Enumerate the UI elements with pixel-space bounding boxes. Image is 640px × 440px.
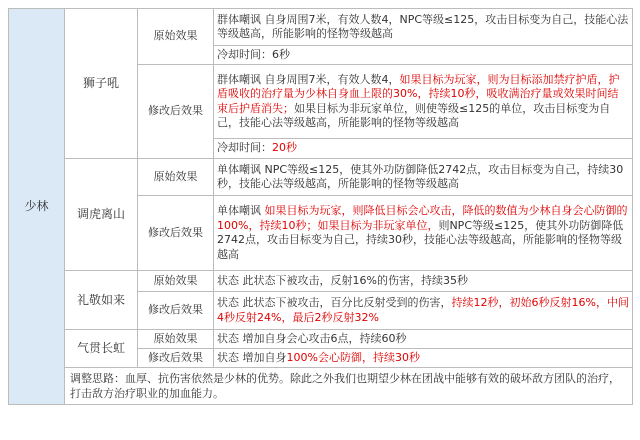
effect-text: 状态 此状态下被攻击，反射16%的伤害，持续35秒 bbox=[217, 273, 468, 287]
modified-label-cell: 修改后效果 bbox=[138, 292, 214, 330]
class-cell: 少林 bbox=[9, 9, 65, 405]
effect-text: 状态 增加自身会心攻击6点，持续60秒 bbox=[217, 331, 407, 345]
effect-text: 冷却时间：6秒 bbox=[217, 47, 290, 61]
cooldown-text-cell bbox=[214, 139, 633, 159]
effect-text: 状态 增加自身 bbox=[217, 350, 287, 364]
original-label-cell: 原始效果 bbox=[138, 159, 214, 196]
effect-text: 单体嘲讽 NPC等级≤125，使其外功防御降低2742点，攻击目标变为自己，持续30秒，技能心法等级越高，所能影响的怪物等级越高 bbox=[217, 162, 624, 190]
effect-text-cell bbox=[214, 292, 633, 330]
effect-text: 冷却时间： bbox=[217, 141, 272, 155]
effect-text-cell bbox=[214, 349, 633, 368]
effect-text: 群体嘲讽 自身周围7米，有效人数4， bbox=[217, 72, 400, 86]
effect-text-cell bbox=[214, 65, 633, 139]
effect-text-cell bbox=[214, 159, 633, 196]
skill-name-cell: 礼敬如来 bbox=[65, 271, 138, 330]
highlighted-change-text: 如果目标为玩家，则为目标添加禁疗护盾，护盾吸收的治疗量为少林自身血上限的30%，持续10秒，吸收满治疗量或效果时间结束后护盾消失； bbox=[217, 72, 620, 115]
cooldown-text-cell bbox=[214, 46, 633, 65]
skill-name-cell: 气贯长虹 bbox=[65, 330, 138, 368]
effect-text-cell bbox=[214, 330, 633, 349]
original-label-cell: 原始效果 bbox=[138, 330, 214, 349]
effect-text-cell bbox=[214, 196, 633, 271]
effect-text-cell bbox=[214, 9, 633, 46]
highlighted-change-text: 100%会心防御，持续30秒 bbox=[286, 350, 420, 364]
adjustment-note: 调整思路：血厚、抗伤害依然是少林的优势。除此之外我们也期望少林在团战中能够有效的破坏敌方团队的治疗，打击敌方治疗职业的加血能力。 bbox=[65, 368, 633, 405]
original-label-cell: 原始效果 bbox=[138, 9, 214, 65]
skill-change-table bbox=[8, 8, 633, 405]
skill-name-cell: 调虎离山 bbox=[65, 159, 138, 271]
effect-text: 单体嘲讽 bbox=[217, 204, 265, 217]
effect-text: 如果目标为非玩家单位，则使等级≤125的单位，攻击目标变为自己，技能心法等级越高，所能影响的怪物等级越高 bbox=[217, 101, 611, 129]
skill-change-table-container bbox=[8, 8, 632, 405]
modified-label-cell: 修改后效果 bbox=[138, 196, 214, 271]
original-label-cell: 原始效果 bbox=[138, 271, 214, 292]
modified-label-cell: 修改后效果 bbox=[138, 65, 214, 159]
effect-text: 则NPC等级≤125，使其外功防御降低2742点，攻击目标变为自己，持续30秒，技能心法等级越高，所能影响的怪物等级越高 bbox=[217, 218, 624, 261]
effect-text: 状态 此状态下被攻击，百分比反射受到的伤害， bbox=[217, 296, 452, 309]
highlighted-change-text: 如果目标为玩家，则降低目标会心攻击，降低的数值为少林自身会心防御的100%，持续10秒；如果目标为非玩家单位， bbox=[217, 204, 628, 232]
effect-text: 群体嘲讽 自身周围7米，有效人数4，NPC等级≤125，攻击目标变为自己，技能心法等级越高，所能影响的怪物等级越高 bbox=[217, 12, 629, 40]
highlighted-change-text: 持续12秒，初始6秒反射16%，中间4秒反射24%，最后2秒反射32% bbox=[217, 296, 629, 324]
modified-label-cell: 修改后效果 bbox=[138, 349, 214, 368]
skill-name-cell: 狮子吼 bbox=[65, 9, 138, 159]
highlighted-change-text: 20秒 bbox=[272, 141, 297, 155]
effect-text-cell bbox=[214, 271, 633, 292]
